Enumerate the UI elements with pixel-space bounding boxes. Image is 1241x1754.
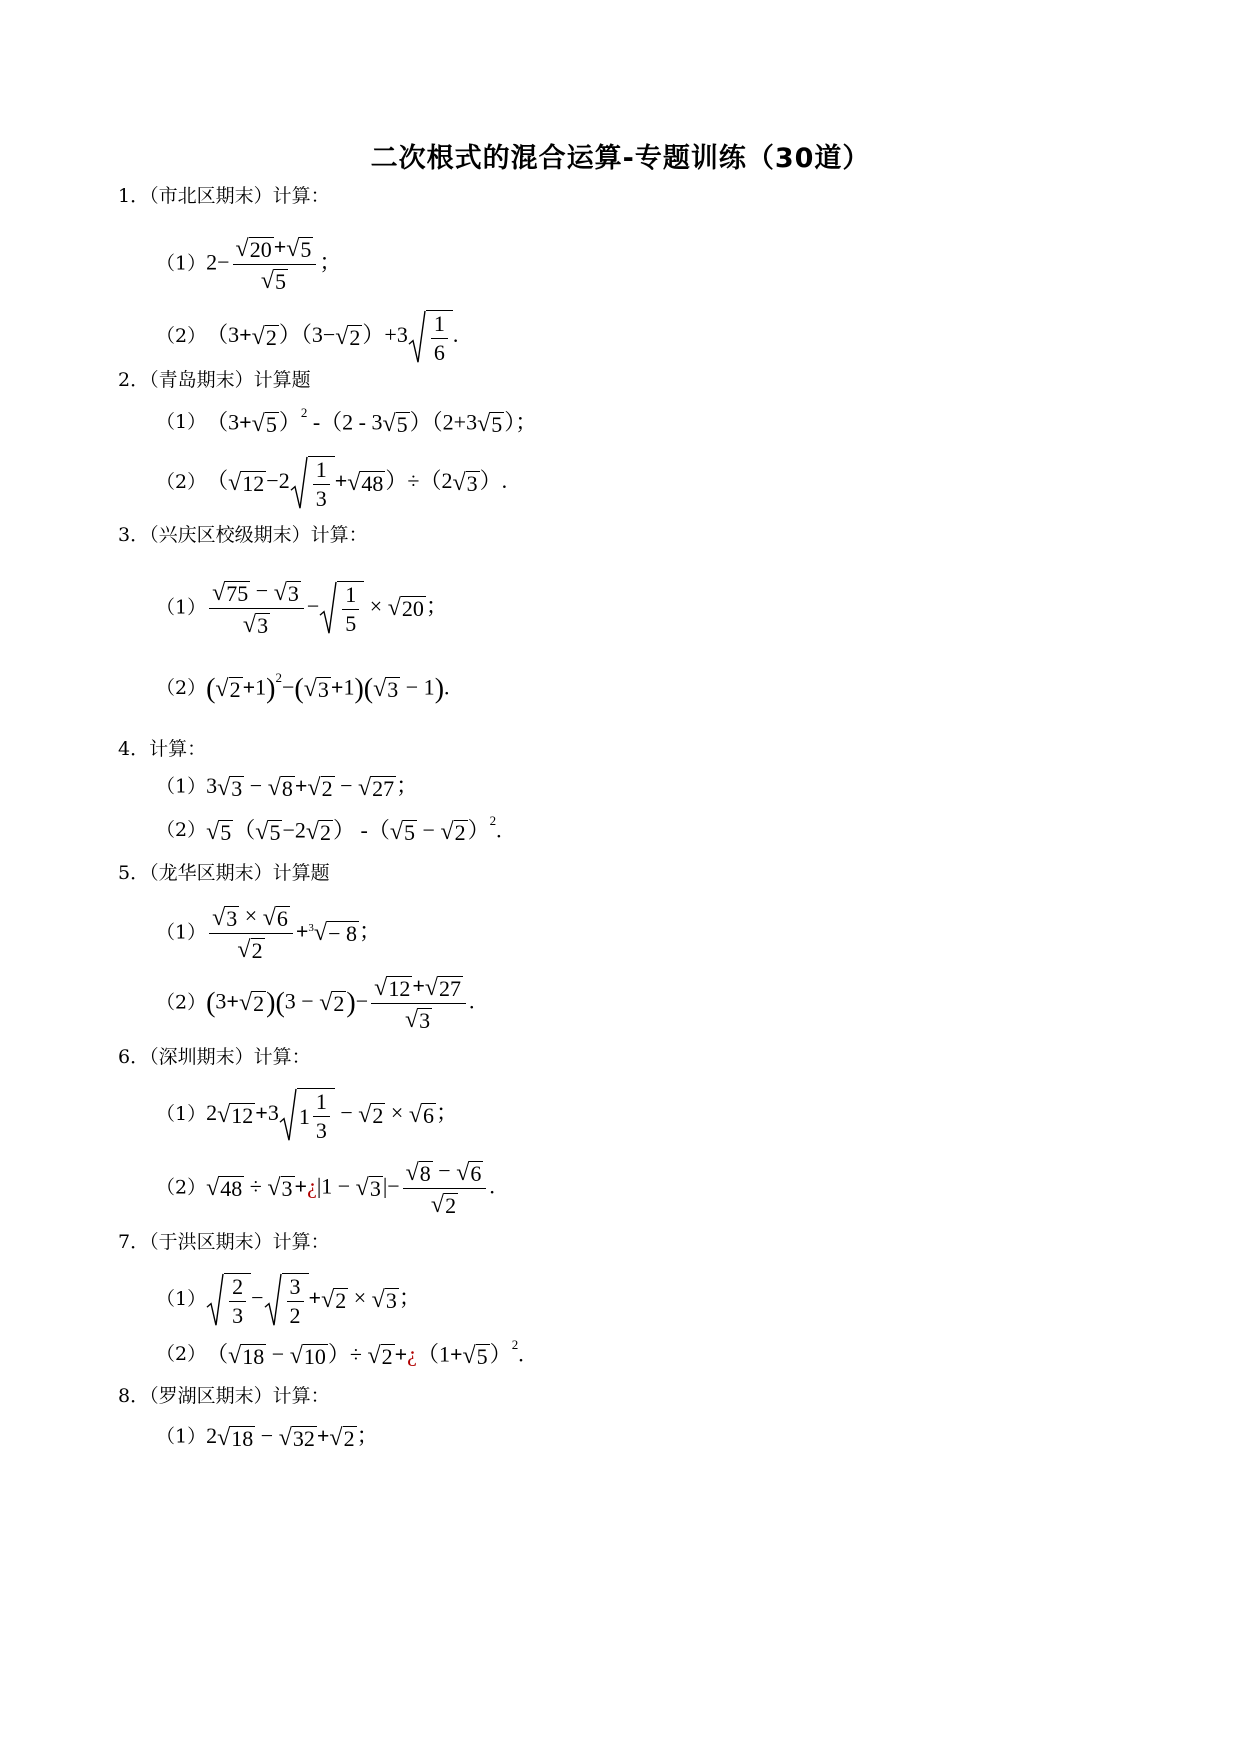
question-5-header — [118, 864, 330, 883]
question-7-header — [118, 1233, 330, 1252]
question-6-header — [118, 1048, 311, 1067]
q1-part-2: （2）（3+ √ 2 ）（3− √ 2 ）+3 $\frac{1}{6}$ . — [156, 311, 459, 365]
q6-part-2: （2） √ 48 ÷ √ 3 +¿|1 − √ 3 |− √ 8 − √ 6 √ 2 . — [156, 1158, 495, 1218]
q3-part-1: （1） √ 75 − √ 3 √ 3 − $\frac{1}{5}$ × √ 20 ； — [156, 578, 448, 638]
question-source: （市北区期末）计算： — [149, 185, 330, 207]
question-1-header — [118, 187, 330, 206]
q2-part-2: （2）（ √ 12 −2 $\frac{1}{3}$ + √ 48 ）÷（2 √ 3 ）. — [156, 457, 508, 511]
question-source: （罗湖区期末）计算： — [149, 1385, 330, 1407]
question-source: （龙华区期末）计算题 — [149, 862, 330, 884]
question-number: 5． — [118, 862, 150, 884]
question-number: 4． — [118, 738, 150, 760]
question-source: （青岛期末）计算题 — [149, 369, 311, 391]
q3-part-2: （2）( √ 2 +1)$^2$−( √ 3 +1)( √ 3 − 1). — [156, 670, 450, 705]
q4-part-1: （1）3 √ 3 − √ 8 + √ 2 − √ 27 ； — [156, 773, 419, 801]
q8-part-1: （1）2 √ 18 − √ 32 + √ 2 ； — [156, 1423, 379, 1451]
question-source: 计算： — [149, 738, 207, 760]
question-number: 1． — [118, 185, 150, 207]
q5-part-1: （1） √ 3 × √ 6 √ 2 + $^3$√ − 8 ； — [156, 903, 382, 963]
question-8-header — [118, 1387, 330, 1406]
q2-part-1: （1）（3+ √ 5 ）$^2$ -（2 - 3 √ 5 ）（2+3 √ 5 ）； — [156, 405, 538, 438]
question-number: 3． — [118, 524, 150, 546]
question-2-header — [118, 371, 311, 390]
q7-part-1: （1） $\frac{2}{3}$ − $\frac{3}{2}$ + √ 2 × √ 3 ； — [156, 1274, 421, 1328]
question-source: （兴庆区校级期末）计算： — [149, 524, 368, 546]
q5-part-2: （2）(3+ √ 2 )(3 − √ 2 )− √ 12 + √ 27 √ 3 . — [156, 973, 475, 1033]
question-number: 6． — [118, 1046, 150, 1068]
question-number: 2． — [118, 369, 150, 391]
q4-part-2: （2） √ 5 （ √ 5 −2 √ 2 ） -（ √ 5 − √ 2 ）$^2$. — [156, 813, 502, 846]
question-number: 8． — [118, 1385, 150, 1407]
q6-part-1: （1）2 √ 12 +3 1 $\frac{1}{3}$ − √ 2 × √ 6 ； — [156, 1089, 459, 1143]
question-3-header — [118, 526, 368, 545]
question-4-header — [118, 740, 206, 759]
q7-part-2: （2）（ √ 18 − √ 10 ）÷ √ 2 +¿（1+ √ 5 ）$^2$. — [156, 1337, 524, 1370]
question-number: 7． — [118, 1231, 150, 1253]
question-source: （深圳期末）计算： — [149, 1046, 311, 1068]
q1-part-1: （1）2− √ 20 + √ 5 √ 5 ； — [156, 234, 342, 294]
page-title: 二次根式的混合运算-专题训练（30道） — [370, 143, 871, 174]
question-source: （于洪区期末）计算： — [149, 1231, 330, 1253]
